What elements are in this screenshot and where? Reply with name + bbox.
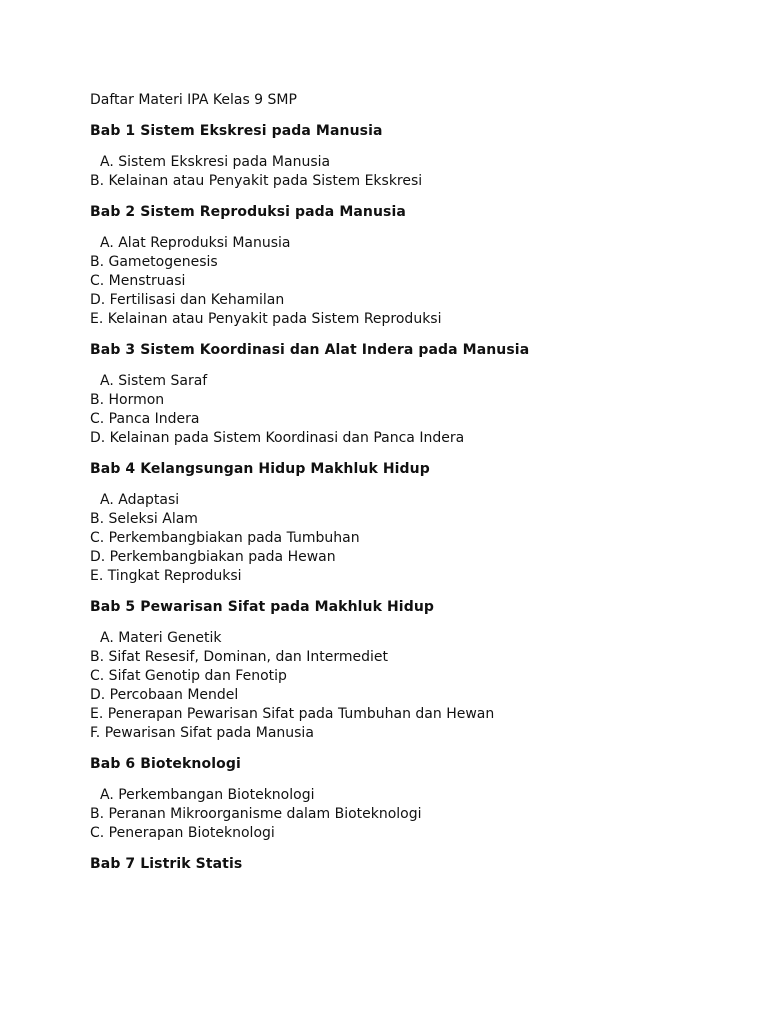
- document-page: [90, 90, 730, 886]
- list-item: A. Alat Reproduksi Manusia: [100, 235, 291, 251]
- list-item: B. Peranan Mikroorganisme dalam Bioteknologi: [90, 806, 422, 822]
- chapter-5: [90, 597, 730, 743]
- list-item: A. Sistem Saraf: [100, 373, 208, 389]
- chapter-4: [90, 459, 730, 586]
- list-item: F. Pewarisan Sifat pada Manusia: [90, 725, 314, 741]
- chapter-title: Bab 4 Kelangsungan Hidup Makhluk Hidup: [90, 461, 430, 477]
- list-item: A. Perkembangan Bioteknologi: [100, 787, 315, 803]
- chapter-title: Bab 5 Pewarisan Sifat pada Makhluk Hidup: [90, 599, 435, 615]
- chapter-6: [90, 754, 730, 843]
- chapter-item-list: [90, 234, 730, 329]
- list-item: E. Kelainan atau Penyakit pada Sistem Reproduksi: [90, 311, 442, 327]
- list-item: D. Perkembangbiakan pada Hewan: [90, 549, 336, 565]
- list-item: D. Percobaan Mendel: [90, 687, 239, 703]
- list-item: A. Sistem Ekskresi pada Manusia: [100, 154, 331, 170]
- chapter-item-list: [90, 786, 730, 843]
- list-item: E. Penerapan Pewarisan Sifat pada Tumbuhan dan Hewan: [90, 706, 495, 722]
- list-item: C. Sifat Genotip dan Fenotip: [90, 668, 287, 684]
- chapter-item-list: [90, 153, 730, 191]
- list-item: C. Perkembangbiakan pada Tumbuhan: [90, 530, 360, 546]
- chapter-7: [90, 854, 730, 874]
- list-item: B. Gametogenesis: [90, 254, 218, 270]
- list-item: B. Kelainan atau Penyakit pada Sistem Ekskresi: [90, 173, 423, 189]
- list-item: E. Tingkat Reproduksi: [90, 568, 242, 584]
- list-item: C. Panca Indera: [90, 411, 200, 427]
- list-item: C. Penerapan Bioteknologi: [90, 825, 275, 841]
- list-item: B. Sifat Resesif, Dominan, dan Intermediet: [90, 649, 388, 665]
- list-item: B. Hormon: [90, 392, 165, 408]
- chapter-item-list: [90, 372, 730, 448]
- list-item: D. Fertilisasi dan Kehamilan: [90, 292, 285, 308]
- document-title: Daftar Materi IPA Kelas 9 SMP: [90, 92, 297, 108]
- list-item: A. Materi Genetik: [100, 630, 222, 646]
- chapter-item-list: [90, 491, 730, 586]
- chapter-item-list: [90, 629, 730, 743]
- chapter-title: Bab 1 Sistem Ekskresi pada Manusia: [90, 123, 383, 139]
- chapter-2: [90, 202, 730, 329]
- list-item: D. Kelainan pada Sistem Koordinasi dan Panca Indera: [90, 430, 465, 446]
- chapter-3: [90, 340, 730, 448]
- chapter-title: Bab 6 Bioteknologi: [90, 756, 241, 772]
- chapter-title: Bab 3 Sistem Koordinasi dan Alat Indera pada Manusia: [90, 342, 530, 358]
- list-item: B. Seleksi Alam: [90, 511, 198, 527]
- chapter-title: Bab 7 Listrik Statis: [90, 856, 243, 872]
- list-item: A. Adaptasi: [100, 492, 180, 508]
- chapter-1: [90, 121, 730, 191]
- chapter-title: Bab 2 Sistem Reproduksi pada Manusia: [90, 204, 406, 220]
- list-item: C. Menstruasi: [90, 273, 186, 289]
